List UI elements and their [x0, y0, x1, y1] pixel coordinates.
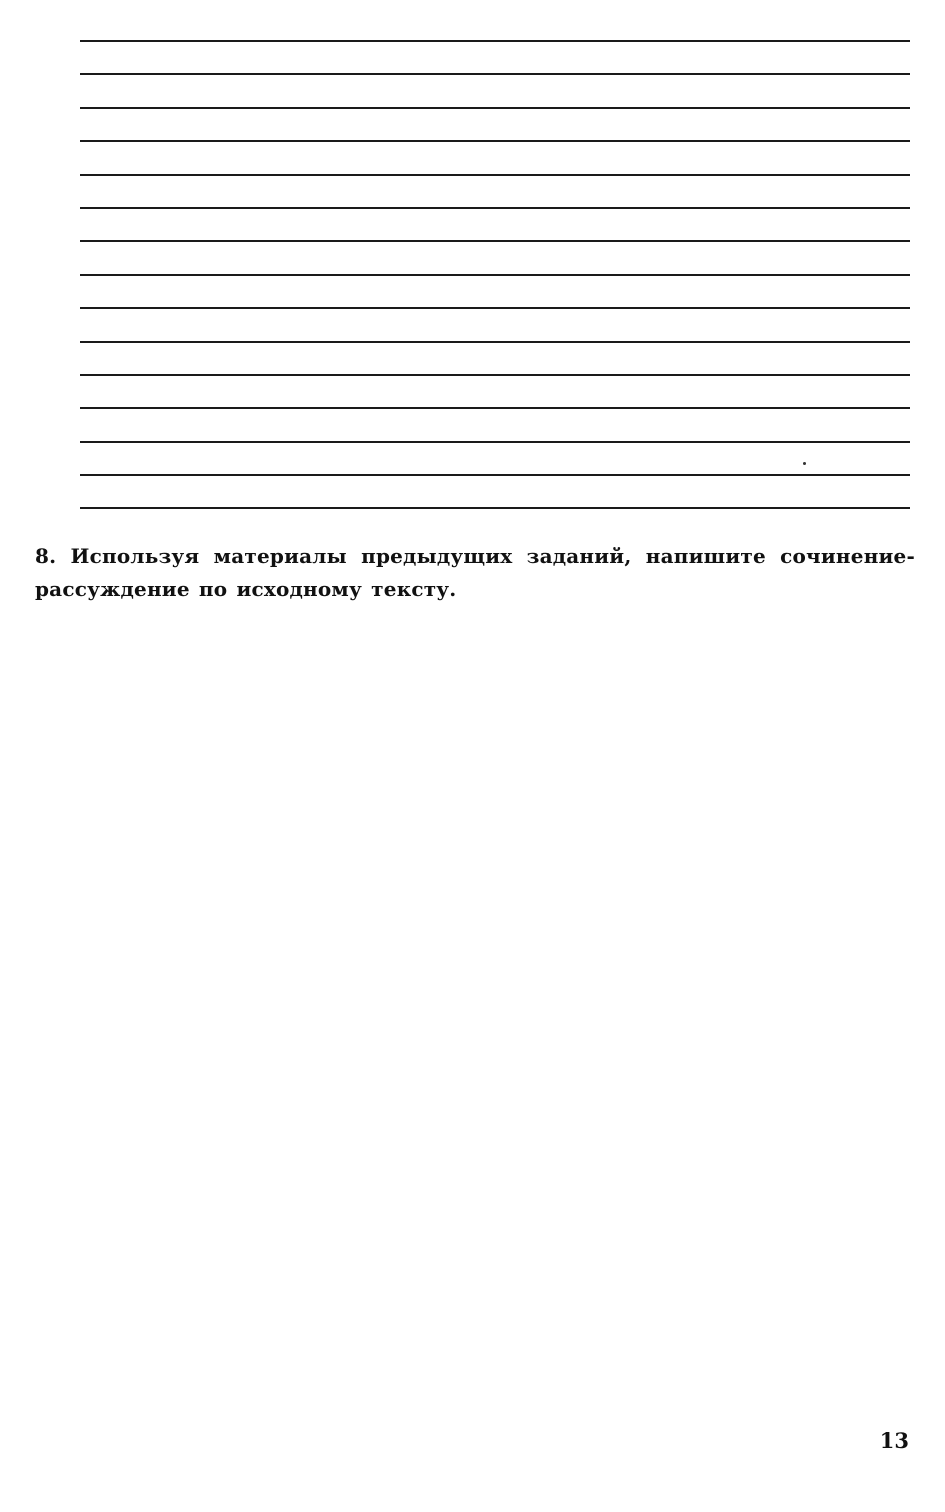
page-number: 13	[879, 1428, 909, 1453]
answer-line	[80, 374, 910, 407]
answer-line	[80, 140, 910, 173]
answer-line	[80, 474, 910, 507]
answer-line	[80, 174, 910, 207]
answer-line	[80, 40, 910, 73]
answer-line	[80, 407, 910, 440]
answer-line	[80, 507, 910, 509]
answer-line	[80, 107, 910, 140]
answer-line	[80, 307, 910, 340]
task-text-line-2: рассуждение по исходному тексту.	[35, 577, 457, 601]
answer-lines	[80, 40, 910, 509]
answer-line	[80, 240, 910, 273]
task-8-instruction	[35, 540, 915, 606]
task-text-line-1: 8. Используя материалы предыдущих заданий, напишите сочинение-	[35, 544, 915, 568]
print-speck	[803, 462, 806, 465]
answer-line	[80, 441, 910, 474]
answer-line	[80, 73, 910, 106]
answer-line	[80, 207, 910, 240]
answer-line	[80, 274, 910, 307]
answer-line	[80, 341, 910, 374]
